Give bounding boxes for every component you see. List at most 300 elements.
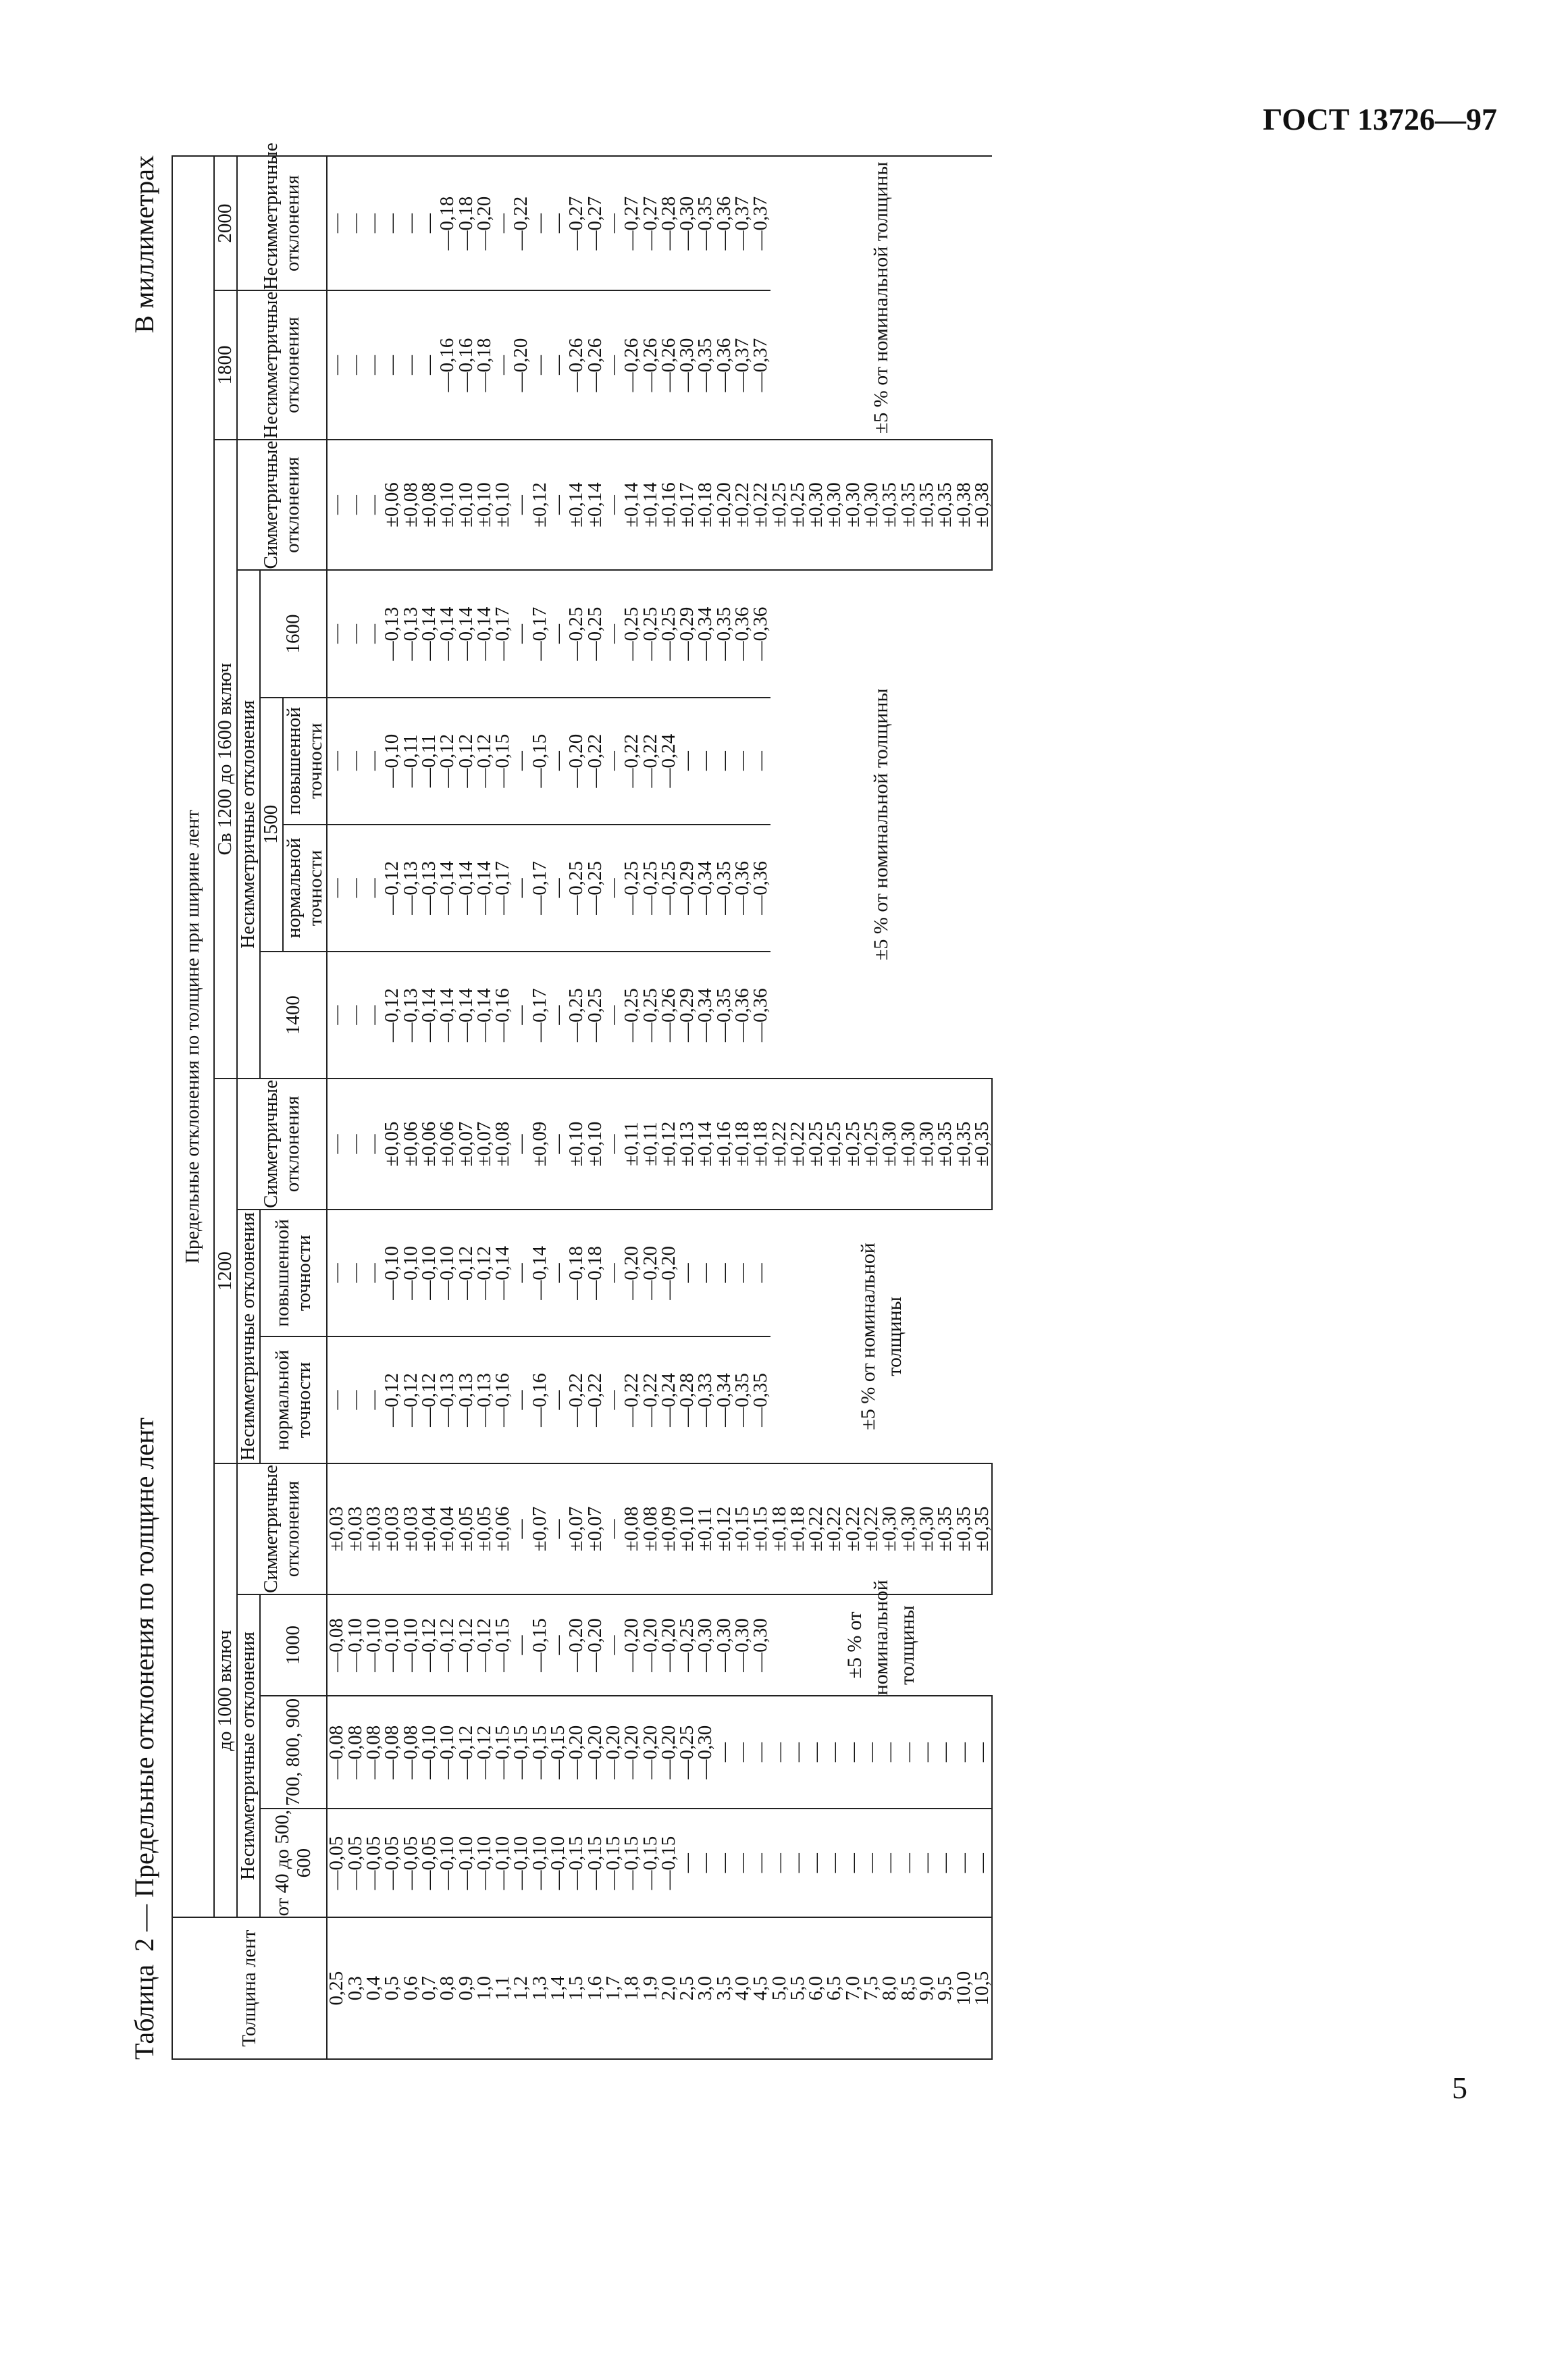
table-cell: —0,12 <box>383 952 401 1079</box>
header-sym-3: Симметричные отклонения <box>237 440 328 571</box>
table-cell: —0,14 <box>438 952 456 1079</box>
table-cell: ±0,35 <box>936 1079 954 1210</box>
table-cell: —0,12 <box>475 1696 494 1809</box>
table-cell: —0,20 <box>623 1210 641 1336</box>
document-code: ГОСТ 13726—97 <box>1263 102 1497 136</box>
table-cell: ±0,20 <box>715 440 733 571</box>
table-cell: ±0,25 <box>770 440 789 571</box>
table-cell: —0,13 <box>402 952 420 1079</box>
table-row <box>475 156 494 2059</box>
table-row <box>623 156 641 2059</box>
table-row <box>899 156 918 2059</box>
header-high-1500: повышенной точности <box>283 698 328 825</box>
table-cell: ±0,35 <box>881 440 899 571</box>
table-cell: —0,20 <box>604 1696 623 1809</box>
table-cell: —0,25 <box>660 825 678 952</box>
table-cell: ±0,09 <box>531 1079 549 1210</box>
table-cell: —0,36 <box>733 952 752 1079</box>
table-cell: —0,25 <box>642 825 660 952</box>
table-cell: —0,20 <box>567 698 585 825</box>
table-cell: —0,22 <box>623 698 641 825</box>
table-cell: ±0,35 <box>955 1463 973 1594</box>
table-cell: —0,05 <box>420 1809 438 1917</box>
table-cell: ±0,14 <box>586 440 604 571</box>
table-cell: ±0,18 <box>789 1463 807 1594</box>
table-cell: — <box>327 440 346 571</box>
table-row <box>512 156 530 2059</box>
table-cell: —0,10 <box>365 1594 383 1696</box>
table-cell: — <box>604 825 623 952</box>
table-cell: — <box>789 1696 807 1809</box>
table-cell: —0,15 <box>567 1809 585 1917</box>
table-cell: — <box>604 1594 623 1696</box>
header-width-2000: 2000 <box>214 156 237 290</box>
table-cell: — <box>733 1210 752 1336</box>
table-cell: —0,13 <box>438 1336 456 1463</box>
table-cell: ±0,25 <box>825 1079 843 1210</box>
table-cell: ±0,30 <box>881 1463 899 1594</box>
table-cell: 2,5 <box>678 1917 696 2059</box>
table-cell: ±0,03 <box>346 1463 365 1594</box>
table-cell: —0,17 <box>531 952 549 1079</box>
table-cell: — <box>365 698 383 825</box>
header-width-700-900: 700, 800, 900 <box>260 1696 328 1809</box>
table-cell: — <box>604 440 623 571</box>
table-row <box>586 156 604 2059</box>
table-cell: — <box>604 570 623 697</box>
table-cell: —0,10 <box>383 698 401 825</box>
table-cell: —0,15 <box>604 1809 623 1917</box>
table-cell: —0,25 <box>642 952 660 1079</box>
table-cell: —0,36 <box>752 952 770 1079</box>
table-cell: — <box>531 290 549 439</box>
table-row <box>881 156 899 2059</box>
table-cell: — <box>881 1809 899 1917</box>
table-cell: — <box>918 1809 936 1917</box>
table-cell: — <box>549 698 567 825</box>
table-cell: —0,15 <box>512 1696 530 1809</box>
tolerance-table <box>172 142 993 2060</box>
table-cell: ±0,30 <box>899 1079 918 1210</box>
header-group-1200-1600: Св 1200 до 1600 включ <box>214 440 237 1079</box>
table-cell: ±0,12 <box>715 1463 733 1594</box>
table-cell: — <box>955 1809 973 1917</box>
table-cell: —0,37 <box>752 156 770 290</box>
table-cell: ±0,18 <box>733 1079 752 1210</box>
table-cell: —0,14 <box>420 952 438 1079</box>
header-nonsym-3: Несимметричные отклонения <box>237 570 260 1079</box>
table-cell: ±0,35 <box>936 1463 954 1594</box>
table-cell: —0,14 <box>438 825 456 952</box>
table-cell: — <box>327 156 346 290</box>
table-row <box>918 156 936 2059</box>
table-cell: — <box>825 1809 843 1917</box>
table-cell: —0,10 <box>438 1696 456 1809</box>
table-cell: ±0,30 <box>881 1079 899 1210</box>
table-cell: —0,08 <box>327 1594 346 1696</box>
table-cell: — <box>365 290 383 439</box>
table-cell: —0,34 <box>696 570 714 697</box>
table-cell: —0,25 <box>623 952 641 1079</box>
table-cell: ±0,09 <box>660 1463 678 1594</box>
table-cell: — <box>365 440 383 571</box>
table-cell: —0,17 <box>531 570 549 697</box>
caption-title <box>128 1418 160 2060</box>
table-row <box>494 156 512 2059</box>
table-cell: —0,18 <box>586 1210 604 1336</box>
table-cell: —0,36 <box>715 290 733 439</box>
table-cell: 1,1 <box>494 1917 512 2059</box>
table-cell: —0,10 <box>346 1594 365 1696</box>
table-cell: 0,5 <box>383 1917 401 2059</box>
table-cell: — <box>936 1809 954 1917</box>
table-row <box>789 156 807 2059</box>
table-cell: ±0,22 <box>807 1463 825 1594</box>
caption-label: Таблица <box>129 1964 159 2060</box>
table-row <box>733 156 752 2059</box>
table-cell: —0,20 <box>642 1594 660 1696</box>
table-row <box>383 156 401 2059</box>
table-cell: — <box>346 952 365 1079</box>
table-cell: —0,29 <box>678 825 696 952</box>
table-cell: — <box>494 290 512 439</box>
table-cell: ±0,05 <box>475 1463 494 1594</box>
table-row <box>696 156 714 2059</box>
table-cell: —0,14 <box>420 570 438 697</box>
table-cell: —0,10 <box>383 1210 401 1336</box>
table-cell: —0,35 <box>696 156 714 290</box>
table-cell: ±0,08 <box>623 1463 641 1594</box>
table-cell: 7,0 <box>844 1917 862 2059</box>
header-width-1500: 1500 <box>260 698 283 952</box>
table-cell: —0,25 <box>586 570 604 697</box>
table-cell: —0,08 <box>346 1696 365 1809</box>
table-cell: — <box>327 290 346 439</box>
table-cell: — <box>346 570 365 697</box>
table-cell: —0,10 <box>438 1809 456 1917</box>
table-cell: —0,25 <box>586 825 604 952</box>
table-cell: — <box>678 698 696 825</box>
header-width-40-600: от 40 до 500, 600 <box>260 1809 328 1917</box>
table-cell: — <box>844 1696 862 1809</box>
table-cell: —0,24 <box>660 698 678 825</box>
table-cell: —0,17 <box>531 825 549 952</box>
table-cell: — <box>752 1696 770 1809</box>
table-cell: — <box>365 1079 383 1210</box>
table-cell: —0,10 <box>383 1594 401 1696</box>
table-cell: —0,25 <box>623 825 641 952</box>
table-cell: ±0,38 <box>955 440 973 571</box>
table-cell: — <box>346 825 365 952</box>
table-cell: — <box>327 825 346 952</box>
table-cell: — <box>752 1809 770 1917</box>
table-cell: —0,16 <box>494 1336 512 1463</box>
table-cell: — <box>512 570 530 697</box>
table-row <box>327 156 346 2059</box>
table-cell: —0,29 <box>678 952 696 1079</box>
table-cell: —0,30 <box>696 1696 714 1809</box>
table-cell: ±0,06 <box>383 440 401 571</box>
table-cell: 0,3 <box>346 1917 365 2059</box>
table-cell: —0,16 <box>494 952 512 1079</box>
table-cell: —0,20 <box>623 1594 641 1696</box>
table-cell: —0,20 <box>642 1696 660 1809</box>
table-cell: ±0,07 <box>531 1463 549 1594</box>
table-cell: — <box>881 1696 899 1809</box>
table-cell: —0,36 <box>733 570 752 697</box>
table-row <box>346 156 365 2059</box>
table-cell: — <box>715 1809 733 1917</box>
table-cell: —0,34 <box>696 952 714 1079</box>
table-cell: —0,20 <box>567 1594 585 1696</box>
table-cell: ±0,10 <box>438 440 456 571</box>
table-cell: —0,22 <box>512 156 530 290</box>
table-row <box>660 156 678 2059</box>
table-cell: ±0,22 <box>844 1463 862 1594</box>
header-high-1200: повышенной точности <box>260 1210 328 1336</box>
table-cell: —0,13 <box>475 1336 494 1463</box>
table-cell: —0,37 <box>733 290 752 439</box>
table-cell: — <box>365 1210 383 1336</box>
rotated-table-page <box>128 142 1553 2060</box>
table-cell: —0,24 <box>660 1336 678 1463</box>
table-cell: — <box>604 952 623 1079</box>
table-cell: —0,34 <box>715 1336 733 1463</box>
table-cell: — <box>752 698 770 825</box>
table-cell: —0,34 <box>696 825 714 952</box>
table-cell: —0,27 <box>642 156 660 290</box>
table-row <box>862 156 881 2059</box>
table-cell: — <box>365 1336 383 1463</box>
table-cell: — <box>346 1210 365 1336</box>
table-row <box>844 156 862 2059</box>
table-row <box>420 156 438 2059</box>
table-cell: ±0,30 <box>899 1463 918 1594</box>
table-row <box>715 156 733 2059</box>
table-cell: — <box>789 1809 807 1917</box>
table-cell: ±0,38 <box>973 440 992 571</box>
table-cell: — <box>696 698 714 825</box>
table-cell: —0,20 <box>660 1696 678 1809</box>
table-cell: — <box>365 156 383 290</box>
table-cell: —0,15 <box>549 1696 567 1809</box>
table-cell: — <box>899 1809 918 1917</box>
table-cell: —0,25 <box>678 1594 696 1696</box>
table-row <box>365 156 383 2059</box>
table-cell: — <box>512 440 530 571</box>
table-cell: — <box>365 825 383 952</box>
table-cell: —0,27 <box>567 156 585 290</box>
table-cell: ±0,35 <box>973 1079 992 1210</box>
table-caption <box>128 155 165 2060</box>
header-group-1000: до 1000 включ <box>214 1463 237 1917</box>
table-cell: ±0,22 <box>770 1079 789 1210</box>
table-cell: — <box>327 698 346 825</box>
table-cell: —0,15 <box>531 698 549 825</box>
table-cell: —0,05 <box>346 1809 365 1917</box>
table-cell: ±0,14 <box>696 1079 714 1210</box>
table-cell: —0,14 <box>494 1210 512 1336</box>
table-cell: 10,0 <box>955 1917 973 2059</box>
table-cell: — <box>715 1696 733 1809</box>
table-cell: —0,10 <box>402 1594 420 1696</box>
table-cell: ±0,13 <box>678 1079 696 1210</box>
caption-text: 2 — Предельные отклонения по толщине лент <box>129 1417 159 1952</box>
table-cell: —0,12 <box>475 1594 494 1696</box>
table-cell: —0,25 <box>567 825 585 952</box>
table-cell: —0,10 <box>531 1809 549 1917</box>
table-cell: — <box>604 1210 623 1336</box>
table-cell: —0,20 <box>475 156 494 290</box>
table-cell: ±0,30 <box>918 1079 936 1210</box>
table-cell: —0,22 <box>586 1336 604 1463</box>
table-cell: — <box>715 698 733 825</box>
table-cell: —0,36 <box>752 570 770 697</box>
table-cell: — <box>807 1809 825 1917</box>
header-nonsym-2000: Несимметричные отклонения <box>237 156 328 290</box>
table-cell: —0,25 <box>623 570 641 697</box>
table-cell: ±0,10 <box>567 1079 585 1210</box>
table-cell: ±0,06 <box>402 1079 420 1210</box>
table-cell: ±0,08 <box>402 440 420 571</box>
table-cell: ±0,07 <box>586 1463 604 1594</box>
table-cell: — <box>733 1696 752 1809</box>
table-cell: — <box>512 1079 530 1210</box>
table-cell: ±0,03 <box>383 1463 401 1594</box>
table-cell: ±0,04 <box>438 1463 456 1594</box>
table-cell: — <box>512 1463 530 1594</box>
table-cell: —0,12 <box>475 698 494 825</box>
table-cell: ±0,35 <box>918 440 936 571</box>
table-cell: —0,35 <box>696 290 714 439</box>
table-cell: — <box>678 1210 696 1336</box>
table-cell: — <box>604 290 623 439</box>
table-cell: 0,8 <box>438 1917 456 2059</box>
table-cell: ±0,30 <box>844 440 862 571</box>
table-cell: ±0,03 <box>402 1463 420 1594</box>
table-cell: — <box>752 1210 770 1336</box>
table-cell: —0,20 <box>642 1210 660 1336</box>
table-cell: —0,08 <box>327 1696 346 1809</box>
table-cell: —0,22 <box>623 1336 641 1463</box>
table-cell: —0,22 <box>586 698 604 825</box>
table-row <box>438 156 456 2059</box>
table-cell: —0,20 <box>660 1594 678 1696</box>
table-cell: —0,10 <box>402 1210 420 1336</box>
table-cell: 3,5 <box>715 1917 733 2059</box>
table-body <box>327 156 992 2059</box>
table-cell: —0,05 <box>402 1809 420 1917</box>
table-cell: 1,3 <box>531 1917 549 2059</box>
table-cell: —0,15 <box>623 1809 641 1917</box>
table-cell: — <box>494 156 512 290</box>
table-cell: —0,35 <box>733 1336 752 1463</box>
table-cell: —0,11 <box>402 698 420 825</box>
table-cell: ±0,16 <box>660 440 678 571</box>
table-cell: —0,26 <box>660 290 678 439</box>
table-cell: — <box>604 156 623 290</box>
table-cell: — <box>512 1210 530 1336</box>
table-cell: ±0,11 <box>696 1463 714 1594</box>
table-cell: ±0,35 <box>973 1463 992 1594</box>
table-cell: 4,5 <box>752 1917 770 2059</box>
table-cell: 6,5 <box>825 1917 843 2059</box>
table-cell: ±0,35 <box>899 440 918 571</box>
table-cell: — <box>604 1463 623 1594</box>
table-cell: — <box>899 1696 918 1809</box>
table-cell: ±0,03 <box>365 1463 383 1594</box>
table-cell: — <box>862 1809 881 1917</box>
table-cell: —0,12 <box>475 1210 494 1336</box>
table-cell: —0,28 <box>660 156 678 290</box>
header-normal-1500: нормальной точности <box>283 825 328 952</box>
table-cell: ±0,18 <box>752 1079 770 1210</box>
table-cell: ±0,04 <box>420 1463 438 1594</box>
table-cell: — <box>420 290 438 439</box>
table-cell: — <box>549 1210 567 1336</box>
table-cell: —0,25 <box>642 570 660 697</box>
table-cell: —0,20 <box>660 1210 678 1336</box>
table-cell: —0,35 <box>715 825 733 952</box>
table-cell: — <box>420 156 438 290</box>
table-cell: — <box>327 1210 346 1336</box>
header-width-1800: 1800 <box>214 290 237 439</box>
table-row <box>752 156 770 2059</box>
table-cell: —0,14 <box>475 570 494 697</box>
table-cell: —0,15 <box>660 1809 678 1917</box>
table-cell: —0,36 <box>733 825 752 952</box>
table-cell: 9,0 <box>918 1917 936 2059</box>
table-cell: —0,12 <box>383 1336 401 1463</box>
table-row <box>604 156 623 2059</box>
table-cell: —0,36 <box>752 825 770 952</box>
table-cell: —0,22 <box>567 1336 585 1463</box>
table-cell: 0,25 <box>327 1917 346 2059</box>
table-cell: —0,10 <box>457 1809 475 1917</box>
table-cell: 1,9 <box>642 1917 660 2059</box>
table-cell: 3,0 <box>696 1917 714 2059</box>
table-cell: — <box>327 1079 346 1210</box>
table-cell: ±0,07 <box>475 1079 494 1210</box>
table-cell: ±0,14 <box>567 440 585 571</box>
table-cell: —0,26 <box>586 290 604 439</box>
table-cell: — <box>512 698 530 825</box>
table-cell: —0,35 <box>715 952 733 1079</box>
table-row <box>642 156 660 2059</box>
table-cell: 0,9 <box>457 1917 475 2059</box>
table-cell: 1,2 <box>512 1917 530 2059</box>
table-cell: — <box>973 1809 992 1917</box>
table-cell: —0,14 <box>457 825 475 952</box>
table-cell: ±0,06 <box>420 1079 438 1210</box>
table-cell: — <box>512 1336 530 1463</box>
table-cell: —0,16 <box>531 1336 549 1463</box>
table-cell: —0,12 <box>457 698 475 825</box>
table-cell: — <box>844 1809 862 1917</box>
table-cell: —0,20 <box>512 290 530 439</box>
table-cell: ±0,10 <box>586 1079 604 1210</box>
table-row <box>549 156 567 2059</box>
table-row <box>567 156 585 2059</box>
table-cell: — <box>973 1696 992 1809</box>
table-cell: 0,7 <box>420 1917 438 2059</box>
table-cell: 5,0 <box>770 1917 789 2059</box>
table-cell: —0,05 <box>365 1809 383 1917</box>
table-cell: —0,16 <box>438 290 456 439</box>
table-cell: —0,08 <box>402 1696 420 1809</box>
table-cell: 1,8 <box>623 1917 641 2059</box>
table-cell: — <box>327 1336 346 1463</box>
